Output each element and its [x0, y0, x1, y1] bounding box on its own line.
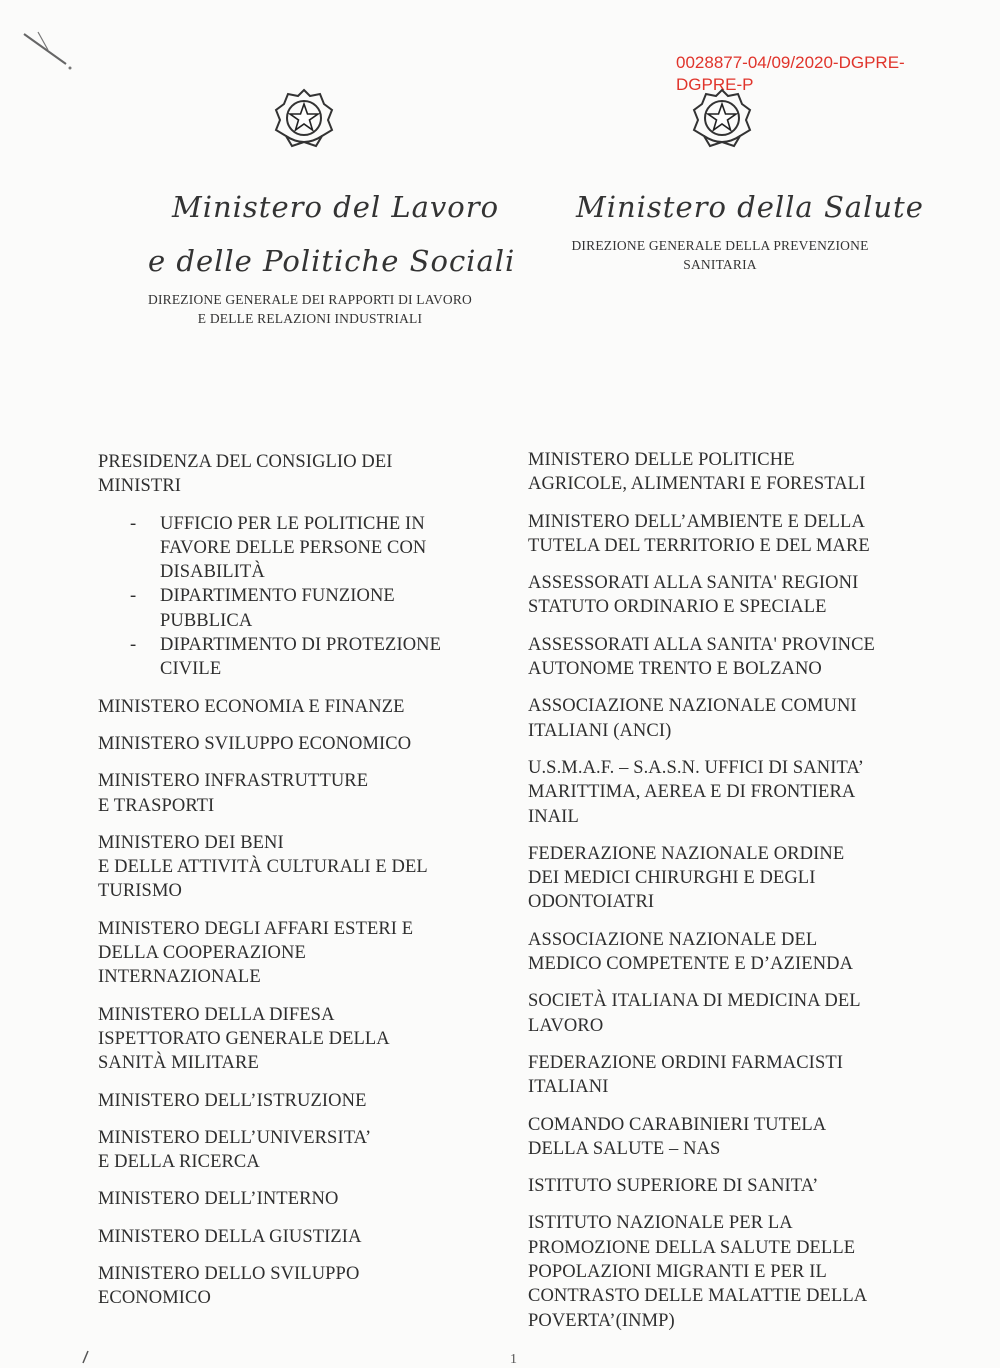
addressee-line: MINISTERO SVILUPPO ECONOMICO	[98, 733, 412, 754]
ministry-health-title: Ministero della Salute	[576, 190, 924, 224]
labour-department-line-2: E DELLE RELAZIONI INDUSTRIALI	[197, 311, 423, 326]
addressee-entry	[528, 1113, 928, 1162]
addressee-entry	[528, 928, 928, 977]
addressee-entry	[528, 694, 928, 743]
addressee-line: CIVILE	[160, 659, 222, 680]
addressee-entry	[98, 1187, 498, 1211]
health-department-line-2: SANITARIA	[683, 257, 757, 272]
addressee-line: MINISTERO DELL’ISTRUZIONE	[98, 1090, 367, 1111]
addressee-line: DELLA COOPERAZIONE	[98, 943, 306, 964]
addressee-line: ECONOMICO	[98, 1288, 211, 1309]
addressee-line: ASSOCIAZIONE NAZIONALE COMUNI	[528, 696, 857, 717]
addressee-entry	[98, 769, 498, 818]
addressee-line: ISPETTORATO GENERALE DELLA	[98, 1028, 390, 1049]
addressee-line: - DIPARTIMENTO DI PROTEZIONE	[160, 635, 442, 656]
italian-republic-emblem-icon	[272, 86, 336, 150]
addressee-line: ASSOCIAZIONE NAZIONALE DEL	[528, 929, 818, 950]
addressee-line: ISTITUTO SUPERIORE DI SANITA’	[528, 1176, 819, 1197]
addressee-entry	[98, 831, 498, 904]
addressee-entry	[98, 1003, 498, 1076]
addressee-line: U.S.M.A.F. – S.A.S.N. UFFICI DI SANITA’	[528, 757, 865, 778]
addressee-entry	[98, 1126, 498, 1175]
scan-mark-icon	[78, 1350, 92, 1364]
addressee-line: E DELLE ATTIVITÀ CULTURALI E DEL	[98, 857, 428, 878]
addressee-line: DELLA SALUTE – NAS	[528, 1138, 721, 1159]
sub-list-item	[98, 584, 498, 633]
addressee-line: ITALIANI (ANCI)	[528, 720, 672, 741]
addressee-line: POPOLAZIONI MIGRANTI E PER IL	[528, 1262, 827, 1283]
addressee-line: CONTRASTO DELLE MALATTIE DELLA	[528, 1286, 868, 1307]
addressee-entry	[528, 1211, 928, 1332]
addressee-list-left	[98, 450, 498, 1324]
addressee-line: MINISTERO DELL’UNIVERSITA’	[98, 1127, 372, 1148]
addressee-entry	[98, 1262, 498, 1311]
addressee-line: ASSESSORATI ALLA SANITA' REGIONI	[528, 573, 859, 594]
protocol-line-1: 0028877-04/09/2020-DGPRE-	[676, 53, 905, 72]
addressee-line: ODONTOIATRI	[528, 892, 655, 913]
addressee-entry	[98, 1089, 498, 1113]
addressee-entry	[98, 732, 498, 756]
addressee-entry	[528, 571, 928, 620]
sub-list-item	[98, 512, 498, 585]
addressee-line: AGRICOLE, ALIMENTARI E FORESTALI	[528, 474, 866, 495]
addressee-line: PUBBLICA	[160, 610, 253, 631]
addressee-line: MINISTERO DELLO SVILUPPO	[98, 1264, 360, 1285]
addressee-line: ISTITUTO NAZIONALE PER LA	[528, 1213, 793, 1234]
addressee-line: MINISTERO ECONOMIA E FINANZE	[98, 696, 405, 717]
addressee-line: MINISTRI	[98, 476, 182, 497]
addressee-line: MINISTERO DELLE POLITICHE	[528, 450, 795, 470]
addressee-line: FAVORE DELLE PERSONE CON	[160, 537, 427, 558]
addressee-line: DISABILITÀ	[160, 562, 265, 583]
addressee-line: PROMOZIONE DELLA SALUTE DELLE	[528, 1237, 856, 1258]
addressee-entry	[528, 448, 928, 497]
addressee-line: COMANDO CARABINIERI TUTELA	[528, 1114, 827, 1135]
health-department-line-1: DIREZIONE GENERALE DELLA PREVENZIONE	[571, 238, 869, 253]
addressee-line: SOCIETÀ ITALIANA DI MEDICINA DEL	[528, 991, 861, 1012]
addressee-line: FEDERAZIONE NAZIONALE ORDINE	[528, 843, 845, 864]
addressee-entry	[528, 842, 928, 915]
presidency-sub-list	[98, 512, 498, 682]
addressee-line: POVERTA’(INMP)	[528, 1310, 675, 1331]
addressee-entry	[98, 450, 498, 499]
sub-list-item	[98, 633, 498, 682]
addressee-entry	[528, 1051, 928, 1100]
italian-republic-emblem-icon	[690, 86, 754, 150]
addressee-line: PRESIDENZA DEL CONSIGLIO DEI	[98, 452, 393, 472]
protocol-line-2: DGPRE-P	[676, 75, 754, 94]
addressee-entry	[98, 917, 498, 990]
addressee-line: E DELLA RICERCA	[98, 1152, 260, 1173]
addressee-entry	[98, 695, 498, 719]
addressee-line: FEDERAZIONE ORDINI FARMACISTI	[528, 1052, 843, 1073]
addressee-line: E TRASPORTI	[98, 795, 215, 816]
addressee-entry	[528, 989, 928, 1038]
addressee-line: MARITTIMA, AEREA E DI FRONTIERA	[528, 782, 856, 803]
ministry-labour-title-line-2: e delle Politiche Sociali	[148, 244, 516, 278]
addressee-line: MINISTERO INFRASTRUTTURE	[98, 771, 369, 792]
addressee-line: MINISTERO DELL’INTERNO	[98, 1189, 339, 1210]
addressee-line: TURISMO	[98, 881, 182, 902]
addressee-entry	[528, 756, 928, 829]
addressee-line: MINISTERO DEI BENI	[98, 832, 284, 853]
addressee-line: - DIPARTIMENTO FUNZIONE	[160, 586, 395, 607]
addressee-line: TUTELA DEL TERRITORIO E DEL MARE	[528, 535, 870, 556]
addressee-line: AUTONOME TRENTO E BOLZANO	[528, 659, 822, 680]
page-number: 1	[510, 1352, 517, 1367]
addressee-line: LAVORO	[528, 1015, 604, 1036]
addressee-line: DEI MEDICI CHIRURGHI E DEGLI	[528, 868, 816, 889]
addressee-line: MINISTERO DEGLI AFFARI ESTERI E	[98, 918, 414, 939]
addressee-line: INAIL	[528, 806, 579, 827]
labour-department-line-1: DIREZIONE GENERALE DEI RAPPORTI DI LAVORO	[148, 292, 472, 307]
addressee-line: ITALIANI	[528, 1077, 609, 1098]
addressee-entry	[98, 1225, 498, 1249]
addressee-entry	[528, 510, 928, 559]
addressee-line: MINISTERO DELLA GIUSTIZIA	[98, 1226, 362, 1247]
health-department	[540, 236, 900, 274]
addressee-line: - UFFICIO PER LE POLITICHE IN	[160, 513, 425, 534]
labour-department	[100, 290, 520, 328]
addressee-line: ASSESSORATI ALLA SANITA' PROVINCE	[528, 634, 875, 655]
addressee-line: MEDICO COMPETENTE E D’AZIENDA	[528, 954, 854, 975]
addressee-entry	[528, 1174, 928, 1198]
addressee-line: INTERNAZIONALE	[98, 967, 261, 988]
addressee-line: SANITÀ MILITARE	[98, 1053, 259, 1074]
scan-mark-icon	[18, 26, 78, 76]
addressee-line: STATUTO ORDINARIO E SPECIALE	[528, 597, 827, 618]
addressee-list-right	[528, 448, 928, 1346]
addressee-line: MINISTERO DELL’AMBIENTE E DELLA	[528, 511, 865, 532]
addressee-entry	[528, 633, 928, 682]
addressee-line: MINISTERO DELLA DIFESA	[98, 1004, 335, 1025]
ministry-labour-title: Ministero del Lavoro	[172, 190, 500, 224]
